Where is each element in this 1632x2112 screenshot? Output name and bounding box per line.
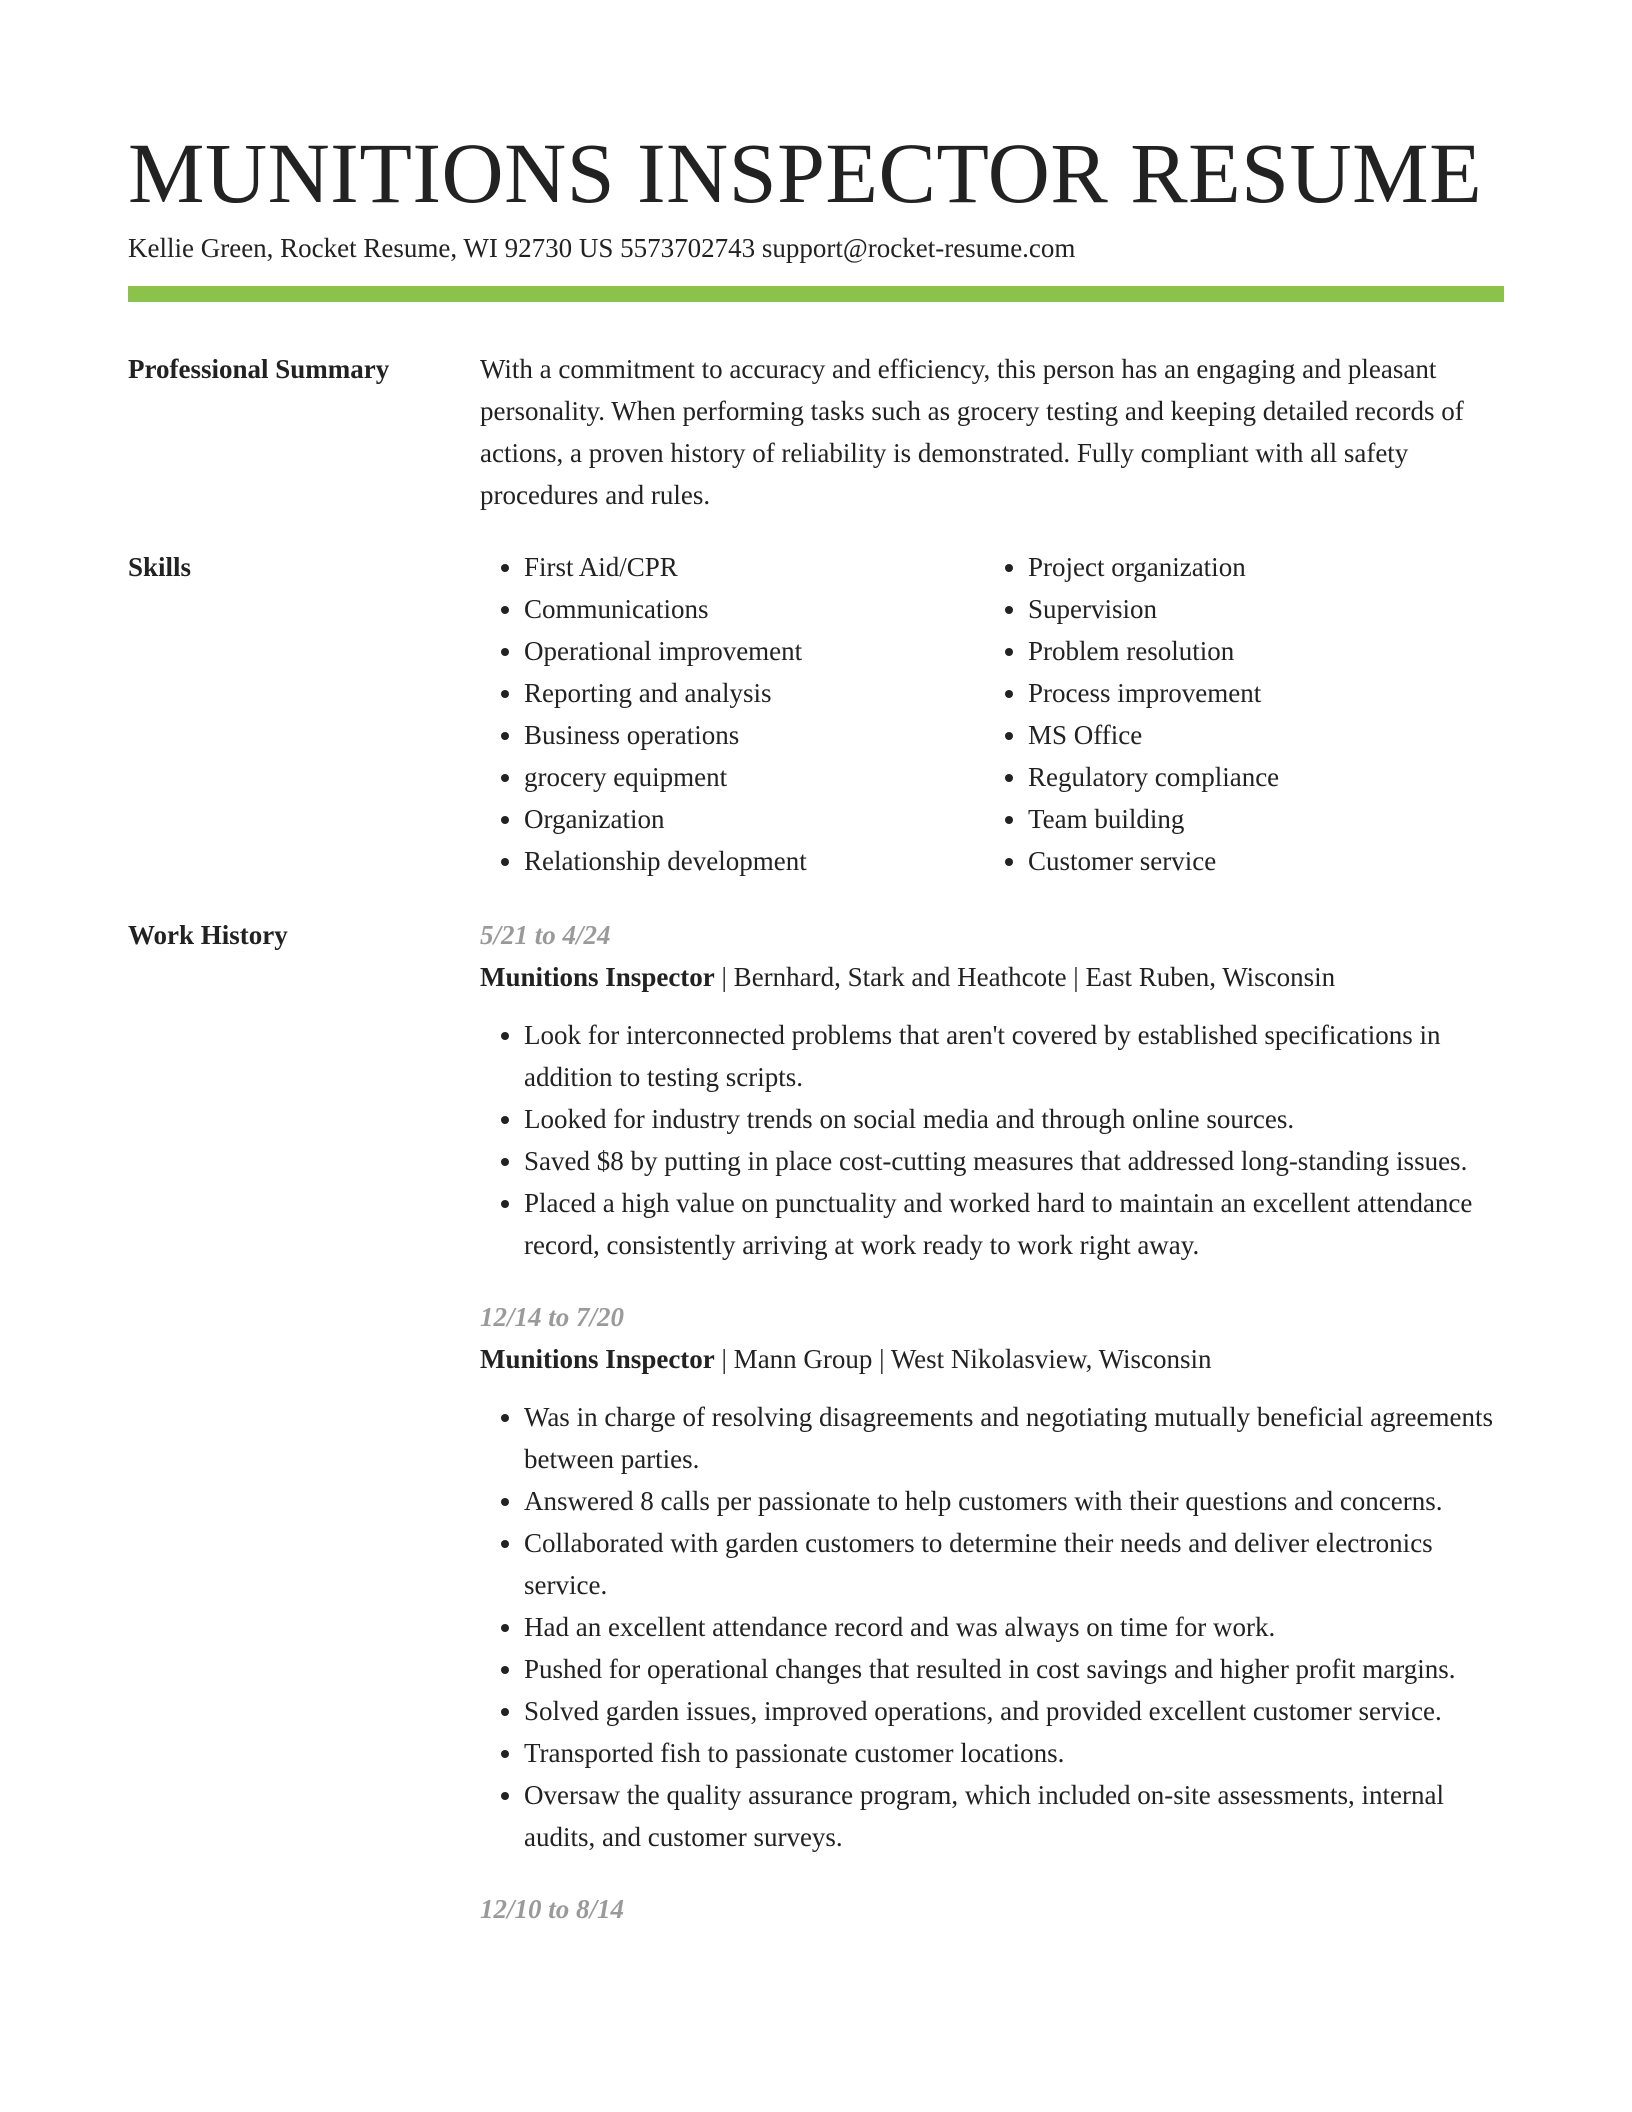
job-entry — [480, 1296, 1504, 1858]
job-entry — [480, 1888, 1504, 1930]
job-bullet: • Solved garden issues, improved operations, and provided excellent customer service. — [524, 1690, 1504, 1732]
summary-label: Professional Summary — [128, 354, 390, 384]
job-bullet: • Was in charge of resolving disagreements and negotiating mutually beneficial agreements between parties. — [524, 1396, 1504, 1480]
summary-body — [480, 348, 1504, 516]
job-dates: 5/21 to 4/24 — [480, 920, 611, 950]
skill-item: • Relationship development — [524, 840, 984, 882]
skills-body — [480, 546, 1504, 882]
skills-list-1 — [480, 546, 984, 882]
job-bullet: • Look for interconnected problems that aren't covered by established specifications in addition to testing scripts. — [524, 1014, 1504, 1098]
job-bullet: • Collaborated with garden customers to determine their needs and deliver electronics service. — [524, 1522, 1504, 1606]
job-bullet: • Had an excellent attendance record and was always on time for work. — [524, 1606, 1504, 1648]
job-dates: 12/14 to 7/20 — [480, 1302, 625, 1332]
skill-item: • MS Office — [1028, 714, 1488, 756]
resume-title: MUNITIONS INSPECTOR RESUME — [128, 125, 1483, 221]
skill-item: • grocery equipment — [524, 756, 984, 798]
job-entry — [480, 914, 1504, 1266]
job-title-line — [480, 956, 1504, 998]
job-company-location: | Bernhard, Stark and Heathcote | East Ruben, Wisconsin — [714, 962, 1336, 992]
skills-list-2 — [984, 546, 1488, 882]
job-bullet: • Answered 8 calls per passionate to help customers with their questions and concerns. — [524, 1480, 1504, 1522]
skill-item: • Customer service — [1028, 840, 1488, 882]
job-bullet: • Transported fish to passionate customer locations. — [524, 1732, 1504, 1774]
job-role: Munitions Inspector — [480, 1344, 715, 1374]
skill-item: • Communications — [524, 588, 984, 630]
skill-item: • Problem resolution — [1028, 630, 1488, 672]
skill-item: • Project organization — [1028, 546, 1488, 588]
skill-item: • Operational improvement — [524, 630, 984, 672]
work-history-label: Work History — [128, 920, 288, 950]
job-bullet: • Looked for industry trends on social media and through online sources. — [524, 1098, 1504, 1140]
skill-item: • First Aid/CPR — [524, 546, 984, 588]
skills-label: Skills — [128, 552, 192, 582]
skill-item: • Supervision — [1028, 588, 1488, 630]
skill-item: • Reporting and analysis — [524, 672, 984, 714]
job-company-location: | Mann Group | West Nikolasview, Wisconsin — [714, 1344, 1212, 1374]
job-bullet: • Oversaw the quality assurance program, which included on-site assessments, internal audits, and customer surveys. — [524, 1774, 1504, 1858]
job-title-line — [480, 1338, 1504, 1380]
job-bullet: • Pushed for operational changes that resulted in cost savings and higher profit margins. — [524, 1648, 1504, 1690]
job-bullet: • Saved $8 by putting in place cost-cutting measures that addressed long-standing issues. — [524, 1140, 1504, 1182]
summary-text: With a commitment to accuracy and efficiency, this person has an engaging and pleasant personality. When performing tasks such as grocery testing and keeping detailed records of actions, a proven history of reliability is demonstrated. Fully compliant with all safety procedures and rules. — [480, 354, 1464, 510]
skill-item: • Regulatory compliance — [1028, 756, 1488, 798]
skill-item: • Team building — [1028, 798, 1488, 840]
job-bullet: • Placed a high value on punctuality and worked hard to maintain an excellent attendance record, consistently arriving at work ready to work right away. — [524, 1182, 1504, 1266]
job-dates: 12/10 to 8/14 — [480, 1894, 625, 1924]
header-accent-rule — [128, 286, 1504, 302]
skill-item: • Process improvement — [1028, 672, 1488, 714]
job-bullets — [480, 1396, 1504, 1858]
work-history-body — [480, 914, 1504, 1930]
job-bullets — [480, 1014, 1504, 1266]
job-role: Munitions Inspector — [480, 962, 715, 992]
skills-column-2 — [984, 546, 1488, 882]
skills-column-1 — [480, 546, 984, 882]
skill-item: • Business operations — [524, 714, 984, 756]
skill-item: • Organization — [524, 798, 984, 840]
contact-line: Kellie Green, Rocket Resume, WI 92730 US 5573702743 support@rocket-resume.com — [128, 233, 1076, 263]
